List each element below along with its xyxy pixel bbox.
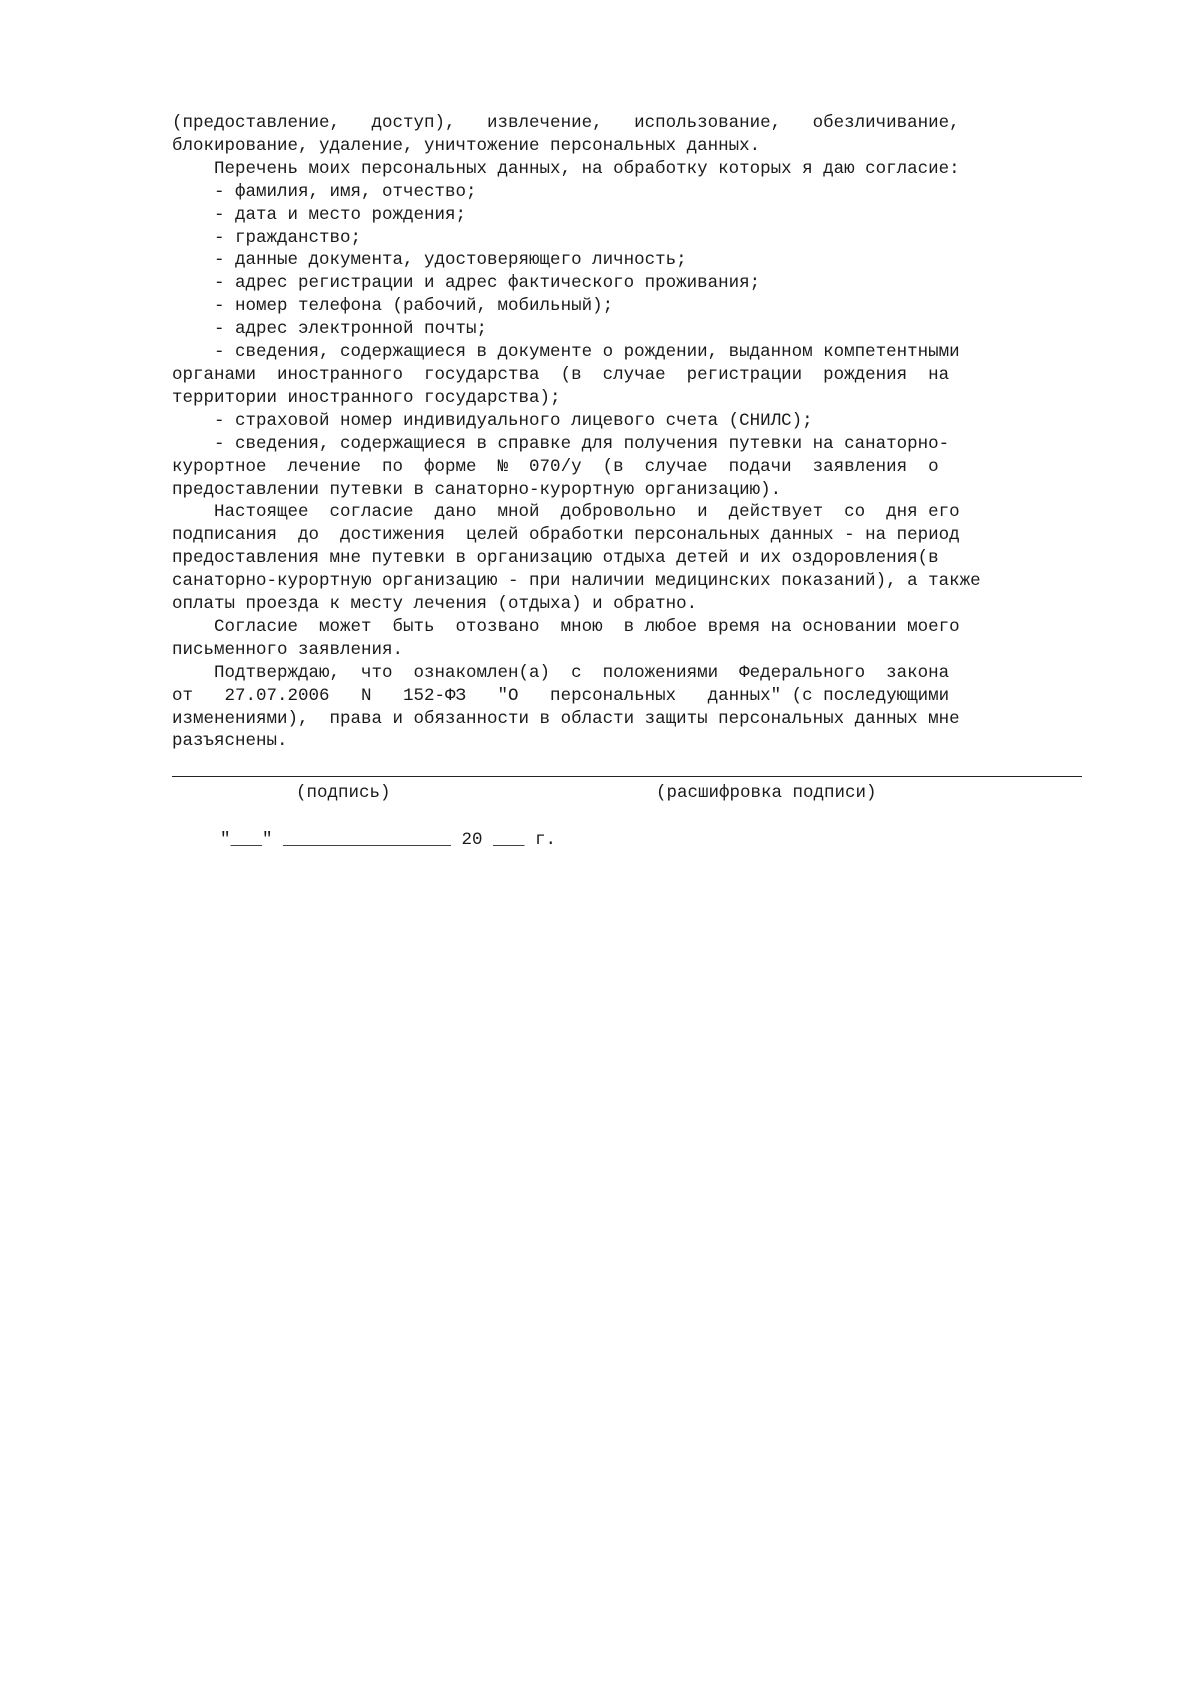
signature-decoding-caption: (расшифровка подписи) bbox=[656, 783, 877, 803]
text-line: санаторно-курортную организацию - при наличии медицинских показаний), а также bbox=[172, 571, 981, 592]
list-item: - номер телефона (рабочий, мобильный); bbox=[172, 296, 614, 317]
text-line: оплаты проезда к месту лечения (отдыха) и обратно. bbox=[172, 594, 698, 615]
text-line: блокирование, удаление, уничтожение персональных данных. bbox=[172, 135, 761, 156]
list-item: - дата и место рождения; bbox=[172, 204, 467, 225]
date-line: "___" ________________ 20 ___ г. bbox=[220, 830, 557, 850]
signature-rule bbox=[172, 776, 1082, 777]
text-line: предоставлении путевки в санаторно-курортную организацию). bbox=[172, 479, 782, 500]
text-line: территории иностранного государства); bbox=[172, 387, 561, 408]
text-line: от 27.07.2006 N 152-ФЗ "О персональных данных" (с последующими bbox=[172, 685, 950, 706]
text-line: курортное лечение по форме № 070/у (в случае подачи заявления о bbox=[172, 456, 939, 477]
list-item: - гражданство; bbox=[172, 227, 362, 248]
text-line: (предоставление, доступ), извлечение, использование, обезличивание, bbox=[172, 113, 960, 133]
document-body bbox=[172, 112, 1122, 753]
text-line: подписания до достижения целей обработки персональных данных - на период bbox=[172, 525, 960, 546]
list-item: - данные документа, удостоверяющего личность; bbox=[172, 250, 687, 271]
text-line: Согласие может быть отозвано мною в любое время на основании моего bbox=[172, 616, 960, 637]
text-line: изменениями), права и обязанности в области защиты персональных данных мне bbox=[172, 708, 960, 729]
text-line: письменного заявления. bbox=[172, 639, 404, 660]
text-line: Настоящее согласие дано мной добровольно и действует со дня его bbox=[172, 502, 960, 523]
text-line: предоставления мне путевки в организацию отдыха детей и их оздоровления(в bbox=[172, 548, 939, 569]
list-item: - сведения, содержащиеся в документе о рождении, выданном компетентными bbox=[172, 342, 960, 363]
list-item: - сведения, содержащиеся в справке для получения путевки на санаторно- bbox=[172, 433, 950, 454]
text-line: Подтверждаю, что ознакомлен(а) с положениями Федерального закона bbox=[172, 662, 950, 683]
list-item: - фамилия, имя, отчество; bbox=[172, 181, 477, 202]
list-item: - адрес регистрации и адрес фактического проживания; bbox=[172, 273, 761, 294]
text-line: органами иностранного государства (в случае регистрации рождения на bbox=[172, 364, 950, 385]
signature-caption: (подпись) bbox=[296, 783, 391, 803]
list-item: - страховой номер индивидуального лицевого счета (СНИЛС); bbox=[172, 410, 813, 431]
text-line: Перечень моих персональных данных, на обработку которых я даю согласие: bbox=[172, 158, 960, 179]
text-line: разъяснены. bbox=[172, 731, 288, 752]
list-item: - адрес электронной почты; bbox=[172, 319, 488, 340]
